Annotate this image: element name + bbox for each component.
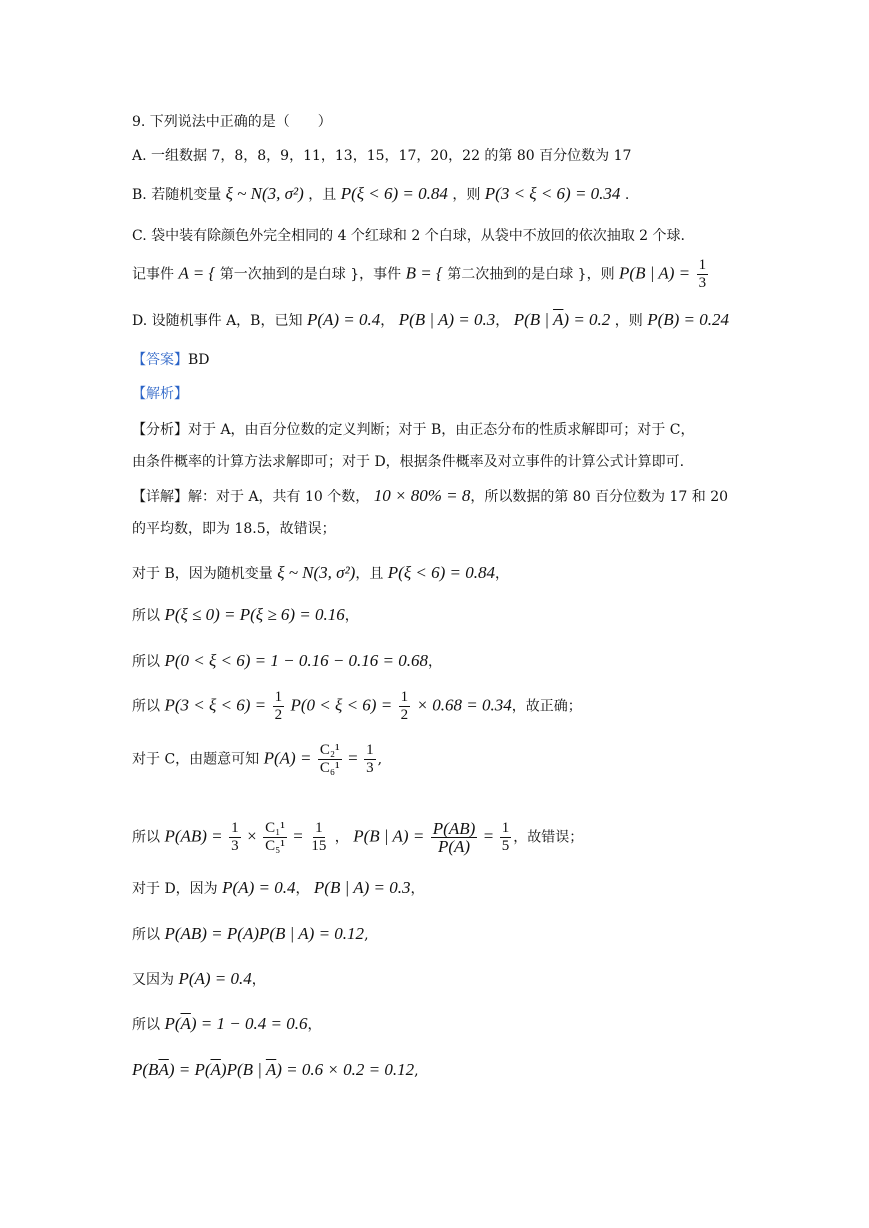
detail-line3 xyxy=(132,563,509,584)
option-b xyxy=(132,184,629,205)
fraction-denominator: 5 xyxy=(501,838,510,854)
detail-l9-math1: P(A) = 0.4 xyxy=(222,878,296,897)
fraction-numerator: 1 xyxy=(315,820,323,836)
fenxi-text1: 对于 A，由百分位数的定义判断；对于 B，由正态分布的性质求解即可；对于 C， xyxy=(188,422,695,438)
option-b-mid1: ，且 xyxy=(308,187,337,203)
detail-l9b: ， xyxy=(410,881,425,897)
detail-l8-frac3 xyxy=(309,820,328,855)
detail-l10a: 所以 xyxy=(132,927,160,943)
detail-line9 xyxy=(132,878,424,899)
answer-line xyxy=(132,350,210,370)
detail-l5a: 所以 xyxy=(132,654,160,670)
detail-line8 xyxy=(132,820,583,855)
detail-l3c: ， xyxy=(494,566,509,582)
detail-l7-eq: = xyxy=(348,748,358,768)
option-d-pbnota xyxy=(514,310,611,329)
detail-l1a: 解：对于 A，共有 10 个数， xyxy=(188,489,370,505)
option-d-prefix: D. 设随机事件 A，B，已知 xyxy=(132,313,303,329)
detail-l12-post: ) = 1 − 0.4 = 0.6 xyxy=(190,1014,308,1033)
answer-value: BD xyxy=(188,352,210,368)
detail-l8-eq: = xyxy=(293,826,303,846)
fraction-numerator: C₁¹ xyxy=(265,820,285,836)
detail-l7-math: P(A) = xyxy=(263,748,312,768)
detail-l8b: ，故错误； xyxy=(513,829,584,846)
fraction-denominator: C₆¹ xyxy=(319,760,340,776)
detail-l13-p4: ) = 0.6 × 0.2 = 0.12 xyxy=(276,1060,415,1079)
detail-l6-math1: P(3 < ξ < 6) = xyxy=(164,695,267,715)
detail-l13-p3: )P(B | xyxy=(220,1060,266,1079)
detail-l11-math: P(A) = 0.4 xyxy=(178,969,252,988)
fenxi-line1 xyxy=(132,420,694,440)
fraction-denominator: 15 xyxy=(311,838,327,854)
option-c-line2 xyxy=(132,257,710,292)
detail-line1 xyxy=(132,486,728,507)
detail-l8-times: × xyxy=(247,826,257,846)
option-c-text-e: }，则 xyxy=(577,266,615,283)
detail-l10-math: P(AB) = P(A)P(B | A) = 0.12 xyxy=(164,924,365,943)
fraction-denominator: 2 xyxy=(400,707,409,723)
detail-l6-frac2 xyxy=(399,689,411,724)
fraction-numerator: P(AB) xyxy=(432,819,476,838)
question-stem: 9. 下列说法中正确的是（ ） xyxy=(132,114,332,130)
detail-l12a: 所以 xyxy=(132,1017,160,1033)
fraction-numerator: 1 xyxy=(400,689,409,705)
fraction-numerator: 1 xyxy=(501,820,510,836)
detail-l8-eq2: = xyxy=(483,826,494,846)
option-d-pbnota-pre: P(B | xyxy=(513,310,554,329)
option-b-end: . xyxy=(624,187,630,203)
detail-l8-frac1 xyxy=(229,820,241,855)
fraction-denominator: 2 xyxy=(274,707,283,723)
detail-l13-p2: ) = P( xyxy=(168,1060,211,1079)
fraction-numerator: 1 xyxy=(274,689,283,705)
detail-line7 xyxy=(132,742,382,777)
option-c-line1: C. 袋中装有除颜色外完全相同的 4 个红球和 2 个白球，从袋中不放回的依次抽取 2 个球. xyxy=(132,228,685,244)
fraction-denominator: 3 xyxy=(231,838,239,854)
option-c-event-a: A = { xyxy=(178,263,216,283)
detail-l8-frac2 xyxy=(263,820,287,855)
detail-l5-math: P(0 < ξ < 6) = 1 − 0.16 − 0.16 = 0.68 xyxy=(164,651,429,670)
fenxi-line2: 由条件概率的计算方法求解即可；对于 D，根据条件概率及对立事件的计算公式计算即可. xyxy=(132,454,685,470)
detail-l11a: 又因为 xyxy=(132,972,174,988)
fraction-denominator: 3 xyxy=(366,760,374,776)
detail-l8c: ， xyxy=(334,829,349,846)
option-b-prefix: B. 若随机变量 xyxy=(132,187,222,203)
detail-l6a: 所以 xyxy=(132,698,160,715)
fraction-numerator: 1 xyxy=(366,742,374,758)
detail-l7-frac1 xyxy=(318,742,342,777)
option-d-pbnota-post: ) = 0.2 xyxy=(563,310,611,329)
detail-l6-math2: P(0 < ξ < 6) = xyxy=(290,695,393,715)
detail-l13b: , xyxy=(414,1063,419,1079)
detail-l3a: 对于 B，因为随机变量 xyxy=(132,566,273,582)
detail-l11b: ， xyxy=(251,972,266,988)
detail-line11 xyxy=(132,969,266,990)
analysis-line xyxy=(132,384,188,404)
option-d-pa: P(A) = 0.4 xyxy=(306,310,381,329)
detail-line12 xyxy=(132,1014,321,1035)
detail-l6-math3: × 0.68 = 0.34 xyxy=(416,695,512,715)
answer-tag: 【答案】 xyxy=(132,352,188,368)
detail-l9c: ， xyxy=(295,881,310,897)
detail-l13-math xyxy=(132,1060,414,1079)
option-d-abar: $\overline{A}$ xyxy=(553,310,564,329)
option-c-text-c: }，事件 xyxy=(350,266,402,283)
detail-l7a: 对于 C，由题意可知 xyxy=(132,751,260,768)
fraction-denominator: 3 xyxy=(698,275,707,291)
fraction-denominator: C₅¹ xyxy=(265,838,285,854)
fraction-numerator: 1 xyxy=(231,820,239,836)
detail-l3b: ，且 xyxy=(355,566,384,582)
detail-l12-math xyxy=(164,1014,307,1033)
detail-l1b: ，所以数据的第 80 百分位数为 17 和 20 xyxy=(470,489,729,505)
option-a: A. 一组数据 7，8，8，9，11，13，15，17，20，22 的第 80 百分位数为 17 xyxy=(132,148,632,164)
detail-l9-math2: P(B | A) = 0.3 xyxy=(313,878,411,897)
detail-l13-abar3: $\overline{A}$ xyxy=(265,1060,277,1079)
detail-line2: 的平均数，即为 18.5，故错误； xyxy=(132,521,336,537)
option-c-text-b: 第一次抽到的是白球 xyxy=(219,266,346,283)
fenxi-tag: 【分析】 xyxy=(132,422,188,438)
detail-l8a: 所以 xyxy=(132,829,160,846)
fraction-numerator: 1 xyxy=(698,257,707,273)
detail-l8-frac4 xyxy=(431,820,477,855)
detail-l8-math: P(AB) = xyxy=(164,826,223,846)
detail-l4-math: P(ξ ≤ 0) = P(ξ ≥ 6) = 0.16 xyxy=(164,605,345,624)
detail-l12-abar: $\overline{A}$ xyxy=(180,1014,191,1033)
detail-l12-pre: P( xyxy=(164,1014,181,1033)
option-d-pba: P(B | A) = 0.3 xyxy=(398,310,496,329)
option-b-distribution: ξ ~ N(3, σ²) xyxy=(225,184,304,203)
option-c-prob: P(B | A) = xyxy=(619,263,691,283)
detail-l12b: ， xyxy=(307,1017,322,1033)
detail-line10 xyxy=(132,924,369,945)
detail-l13-abar1: $\overline{A}$ xyxy=(158,1060,169,1079)
detail-l10b: , xyxy=(364,927,369,943)
option-b-mid2: ，则 xyxy=(452,187,481,203)
option-c-text-a: 记事件 xyxy=(132,266,174,283)
option-b-prob2: P(3 < ξ < 6) = 0.34 xyxy=(484,184,621,203)
detail-l8-math2: P(B | A) = xyxy=(353,826,425,846)
option-c-fraction xyxy=(697,257,709,292)
analysis-tag: 【解析】 xyxy=(132,386,188,402)
detail-l5b: ， xyxy=(428,654,443,670)
detail-l13-abar2: $\overline{A}$ xyxy=(210,1060,221,1079)
detail-line4 xyxy=(132,605,359,626)
detail-line6 xyxy=(132,689,582,724)
detail-l7b: , xyxy=(377,751,383,768)
detail-l4b: ， xyxy=(344,608,359,624)
option-b-prob1: P(ξ < 6) = 0.84 xyxy=(340,184,448,203)
option-c-event-b: B = { xyxy=(405,263,443,283)
detail-line13 xyxy=(132,1060,419,1081)
detail-l9a: 对于 D，因为 xyxy=(132,881,218,897)
detail-l3-math: ξ ~ N(3, σ²) xyxy=(277,563,356,582)
detail-line5 xyxy=(132,651,442,672)
option-c-text-d: 第二次抽到的是白球 xyxy=(447,266,574,283)
detail-l8-frac5 xyxy=(500,820,512,855)
detail-l13-p1: P(B xyxy=(132,1060,159,1079)
fraction-denominator: P(A) xyxy=(437,837,471,856)
detail-l3-math2: P(ξ < 6) = 0.84 xyxy=(387,563,495,582)
option-d-pb: P(B) = 0.24 xyxy=(647,310,730,329)
detail-l1-math: 10 × 80% = 8 xyxy=(373,486,471,505)
option-d-then: ，则 xyxy=(614,313,643,329)
fraction-numerator: C₂¹ xyxy=(319,742,340,758)
detail-l4a: 所以 xyxy=(132,608,160,624)
detail-l7-frac2 xyxy=(364,742,376,777)
option-d: D. 设随机事件 A，B，已知 P(A) = 0.4， P(B | A) = 0.3， P(B | $\overline{A}) = 0.2$ ，则 P(B) = 0.24 xyxy=(132,310,730,329)
detail-tag: 【详解】 xyxy=(132,489,188,505)
detail-l6-frac1 xyxy=(273,689,285,724)
detail-l6b: ，故正确； xyxy=(511,698,582,715)
